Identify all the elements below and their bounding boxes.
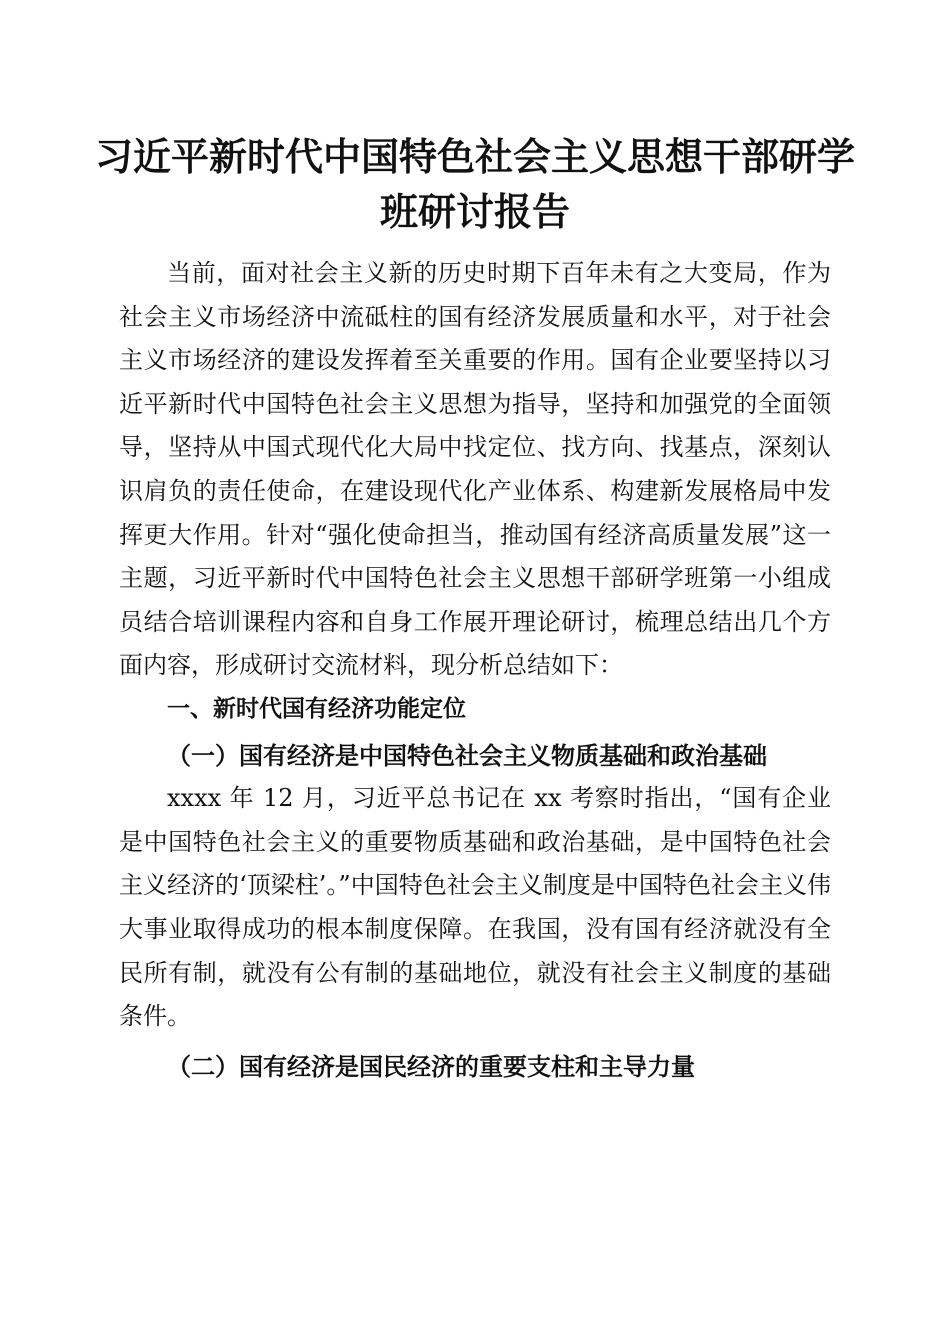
title-line-1: 习近平新时代中国特色社会主义思想干部研学 [94, 135, 855, 179]
title-line-2: 班研讨报告 [379, 190, 570, 234]
section-heading-1: 一、新时代国有经济功能定位 [167, 695, 466, 722]
subsection-heading-1: （一）国有经济是中国特色社会主义物质基础和政治基础 [167, 740, 767, 770]
document-title [0, 130, 950, 240]
document-body [119, 252, 831, 1088]
intro-paragraph: 当前，面对社会主义新的历史时期下百年未有之大变局，作为社会主义市场经济中流砥柱的国有经济发展质量和水平，对于社会主义市场经济的建设发挥着至关重要的作用。国有企业要坚持以习近平新时代中国特色社会主义思想为指导，坚持和加强党的全面领导，坚持从中国式现代化大局中找定位、找方向、找基点，深刻认识肩负的责任使命，在建设现代化产业体系、构建新发展格局中发挥更大作用。针对“强化使命担当，推动国有经济高质量发展”这一主题，习近平新时代中国特色社会主义思想干部研学班第一小组成员结合培训课程内容和自身工作展开理论研讨，梳理总结出几个方面内容，形成研讨交流材料，现分析总结如下： [119, 259, 831, 680]
section-1-paragraph: xxxx 年 12 月，习近平总书记在 xx 考察时指出，“国有企业是中国特色社会主义的重要物质基础和政治基础，是中国特色社会主义经济的‘顶梁柱’。”中国特色社会主义制度是中国特色社会主义伟大事业取得成功的根本制度保障。在我国，没有国有经济就没有全民所有制，就没有公有制的基础地位，就没有社会主义制度的基础条件。 [119, 784, 831, 1031]
subsection-heading-2: （二）国有经济是国民经济的重要支柱和主导力量 [167, 1051, 695, 1081]
